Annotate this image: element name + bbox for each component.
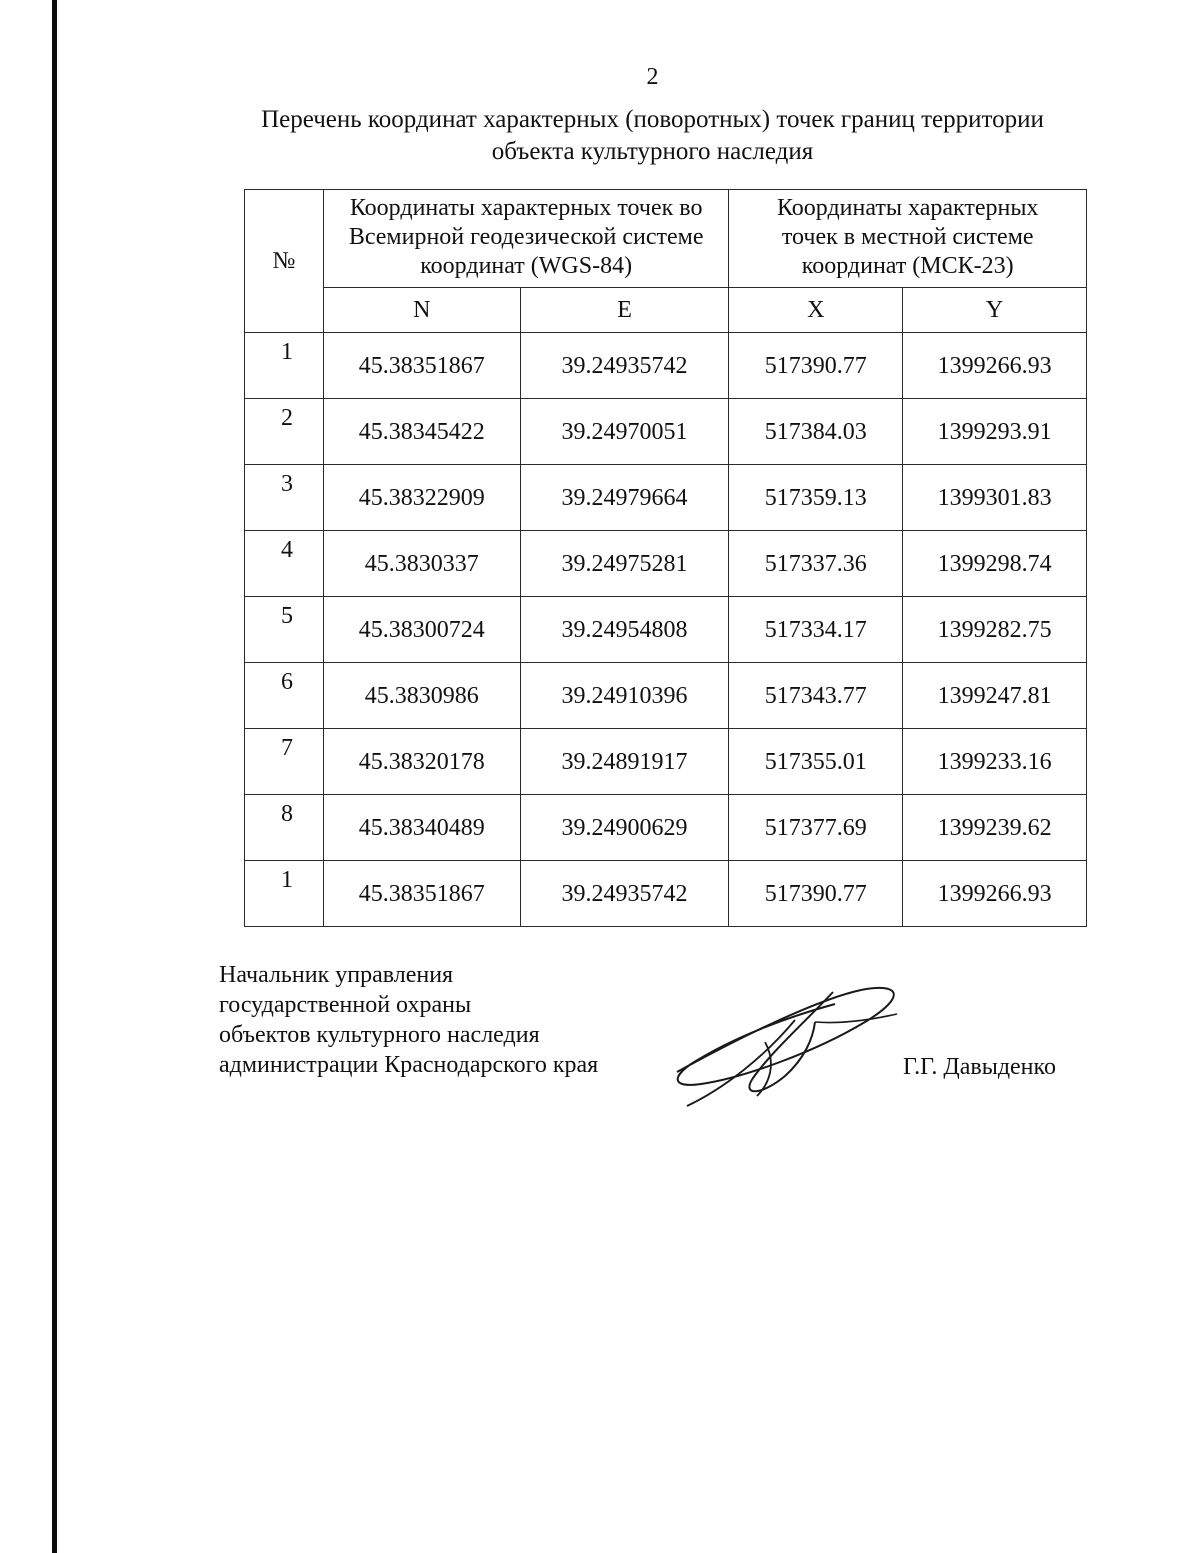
cell-number: 3 <box>245 465 324 531</box>
cell-x: 517359.13 <box>729 465 903 531</box>
signatory-line-1: Начальник управления <box>219 962 454 988</box>
cell-n: 45.38320178 <box>323 729 520 795</box>
cell-number: 5 <box>245 597 324 663</box>
coordinates-table <box>244 189 1087 927</box>
cell-y: 1399298.74 <box>903 531 1087 597</box>
cell-x: 517390.77 <box>729 333 903 399</box>
cell-y: 1399282.75 <box>903 597 1087 663</box>
table-row <box>245 795 1087 861</box>
header-msk23 <box>729 190 1087 288</box>
signatory-name: Г.Г. Давыденко <box>903 1054 1056 1080</box>
signatory-position <box>219 960 598 1080</box>
cell-x: 517390.77 <box>729 861 903 927</box>
cell-number: 8 <box>245 795 324 861</box>
header-number: № <box>245 190 324 333</box>
cell-y: 1399293.91 <box>903 399 1087 465</box>
cell-e: 39.24970051 <box>520 399 729 465</box>
header-msk23-line-1: Координаты характерных <box>776 195 1039 221</box>
cell-y: 1399266.93 <box>903 861 1087 927</box>
table-row <box>245 861 1087 927</box>
signatory-line-3: объектов культурного наследия <box>219 1022 540 1048</box>
table-subheader-row <box>245 288 1087 333</box>
signatory-line-4: администрации Краснодарского края <box>219 1052 599 1078</box>
table-row <box>245 663 1087 729</box>
cell-e: 39.24975281 <box>520 531 729 597</box>
cell-x: 517384.03 <box>729 399 903 465</box>
cell-x: 517343.77 <box>729 663 903 729</box>
cell-e: 39.24891917 <box>520 729 729 795</box>
cell-e: 39.24935742 <box>520 333 729 399</box>
table-row <box>245 597 1087 663</box>
cell-number: 2 <box>245 399 324 465</box>
cell-n: 45.38351867 <box>323 861 520 927</box>
header-wgs84-line-2: Всемирной геодезической системе <box>348 224 704 250</box>
header-msk23-line-3: координат (МСК-23) <box>801 253 1014 279</box>
cell-x: 517355.01 <box>729 729 903 795</box>
cell-y: 1399301.83 <box>903 465 1087 531</box>
table-body <box>245 333 1087 927</box>
cell-x: 517377.69 <box>729 795 903 861</box>
cell-n: 45.38345422 <box>323 399 520 465</box>
cell-n: 45.38322909 <box>323 465 520 531</box>
table-row <box>245 531 1087 597</box>
header-n: N <box>323 288 520 333</box>
title-line-2: объекта культурного наследия <box>491 138 814 165</box>
cell-n: 45.38300724 <box>323 597 520 663</box>
handwritten-signature <box>665 978 905 1110</box>
cell-n: 45.38340489 <box>323 795 520 861</box>
cell-n: 45.3830337 <box>323 531 520 597</box>
cell-e: 39.24935742 <box>520 861 729 927</box>
header-wgs84-line-3: координат (WGS-84) <box>420 253 633 279</box>
page-number: 2 <box>646 64 659 90</box>
table-row <box>245 729 1087 795</box>
document-title <box>230 104 1075 168</box>
cell-number: 4 <box>245 531 324 597</box>
cell-y: 1399239.62 <box>903 795 1087 861</box>
cell-e: 39.24910396 <box>520 663 729 729</box>
cell-e: 39.24900629 <box>520 795 729 861</box>
cell-number: 1 <box>245 861 324 927</box>
cell-y: 1399247.81 <box>903 663 1087 729</box>
cell-e: 39.24979664 <box>520 465 729 531</box>
header-wgs84 <box>323 190 729 288</box>
header-msk23-line-2: точек в местной системе <box>781 224 1034 250</box>
cell-number: 7 <box>245 729 324 795</box>
header-e: E <box>520 288 729 333</box>
cell-number: 6 <box>245 663 324 729</box>
cell-y: 1399233.16 <box>903 729 1087 795</box>
cell-x: 517337.36 <box>729 531 903 597</box>
table-row <box>245 465 1087 531</box>
table-row <box>245 333 1087 399</box>
table-row <box>245 399 1087 465</box>
scan-edge <box>52 0 57 1553</box>
cell-x: 517334.17 <box>729 597 903 663</box>
cell-n: 45.3830986 <box>323 663 520 729</box>
header-y: Y <box>903 288 1087 333</box>
title-line-1: Перечень координат характерных (поворотных) точек границ территории <box>261 106 1044 133</box>
cell-e: 39.24954808 <box>520 597 729 663</box>
header-x: X <box>729 288 903 333</box>
cell-y: 1399266.93 <box>903 333 1087 399</box>
cell-number: 1 <box>245 333 324 399</box>
cell-n: 45.38351867 <box>323 333 520 399</box>
header-wgs84-line-1: Координаты характерных точек во <box>349 195 703 221</box>
table-header-row <box>245 190 1087 288</box>
signatory-line-2: государственной охраны <box>219 992 472 1018</box>
